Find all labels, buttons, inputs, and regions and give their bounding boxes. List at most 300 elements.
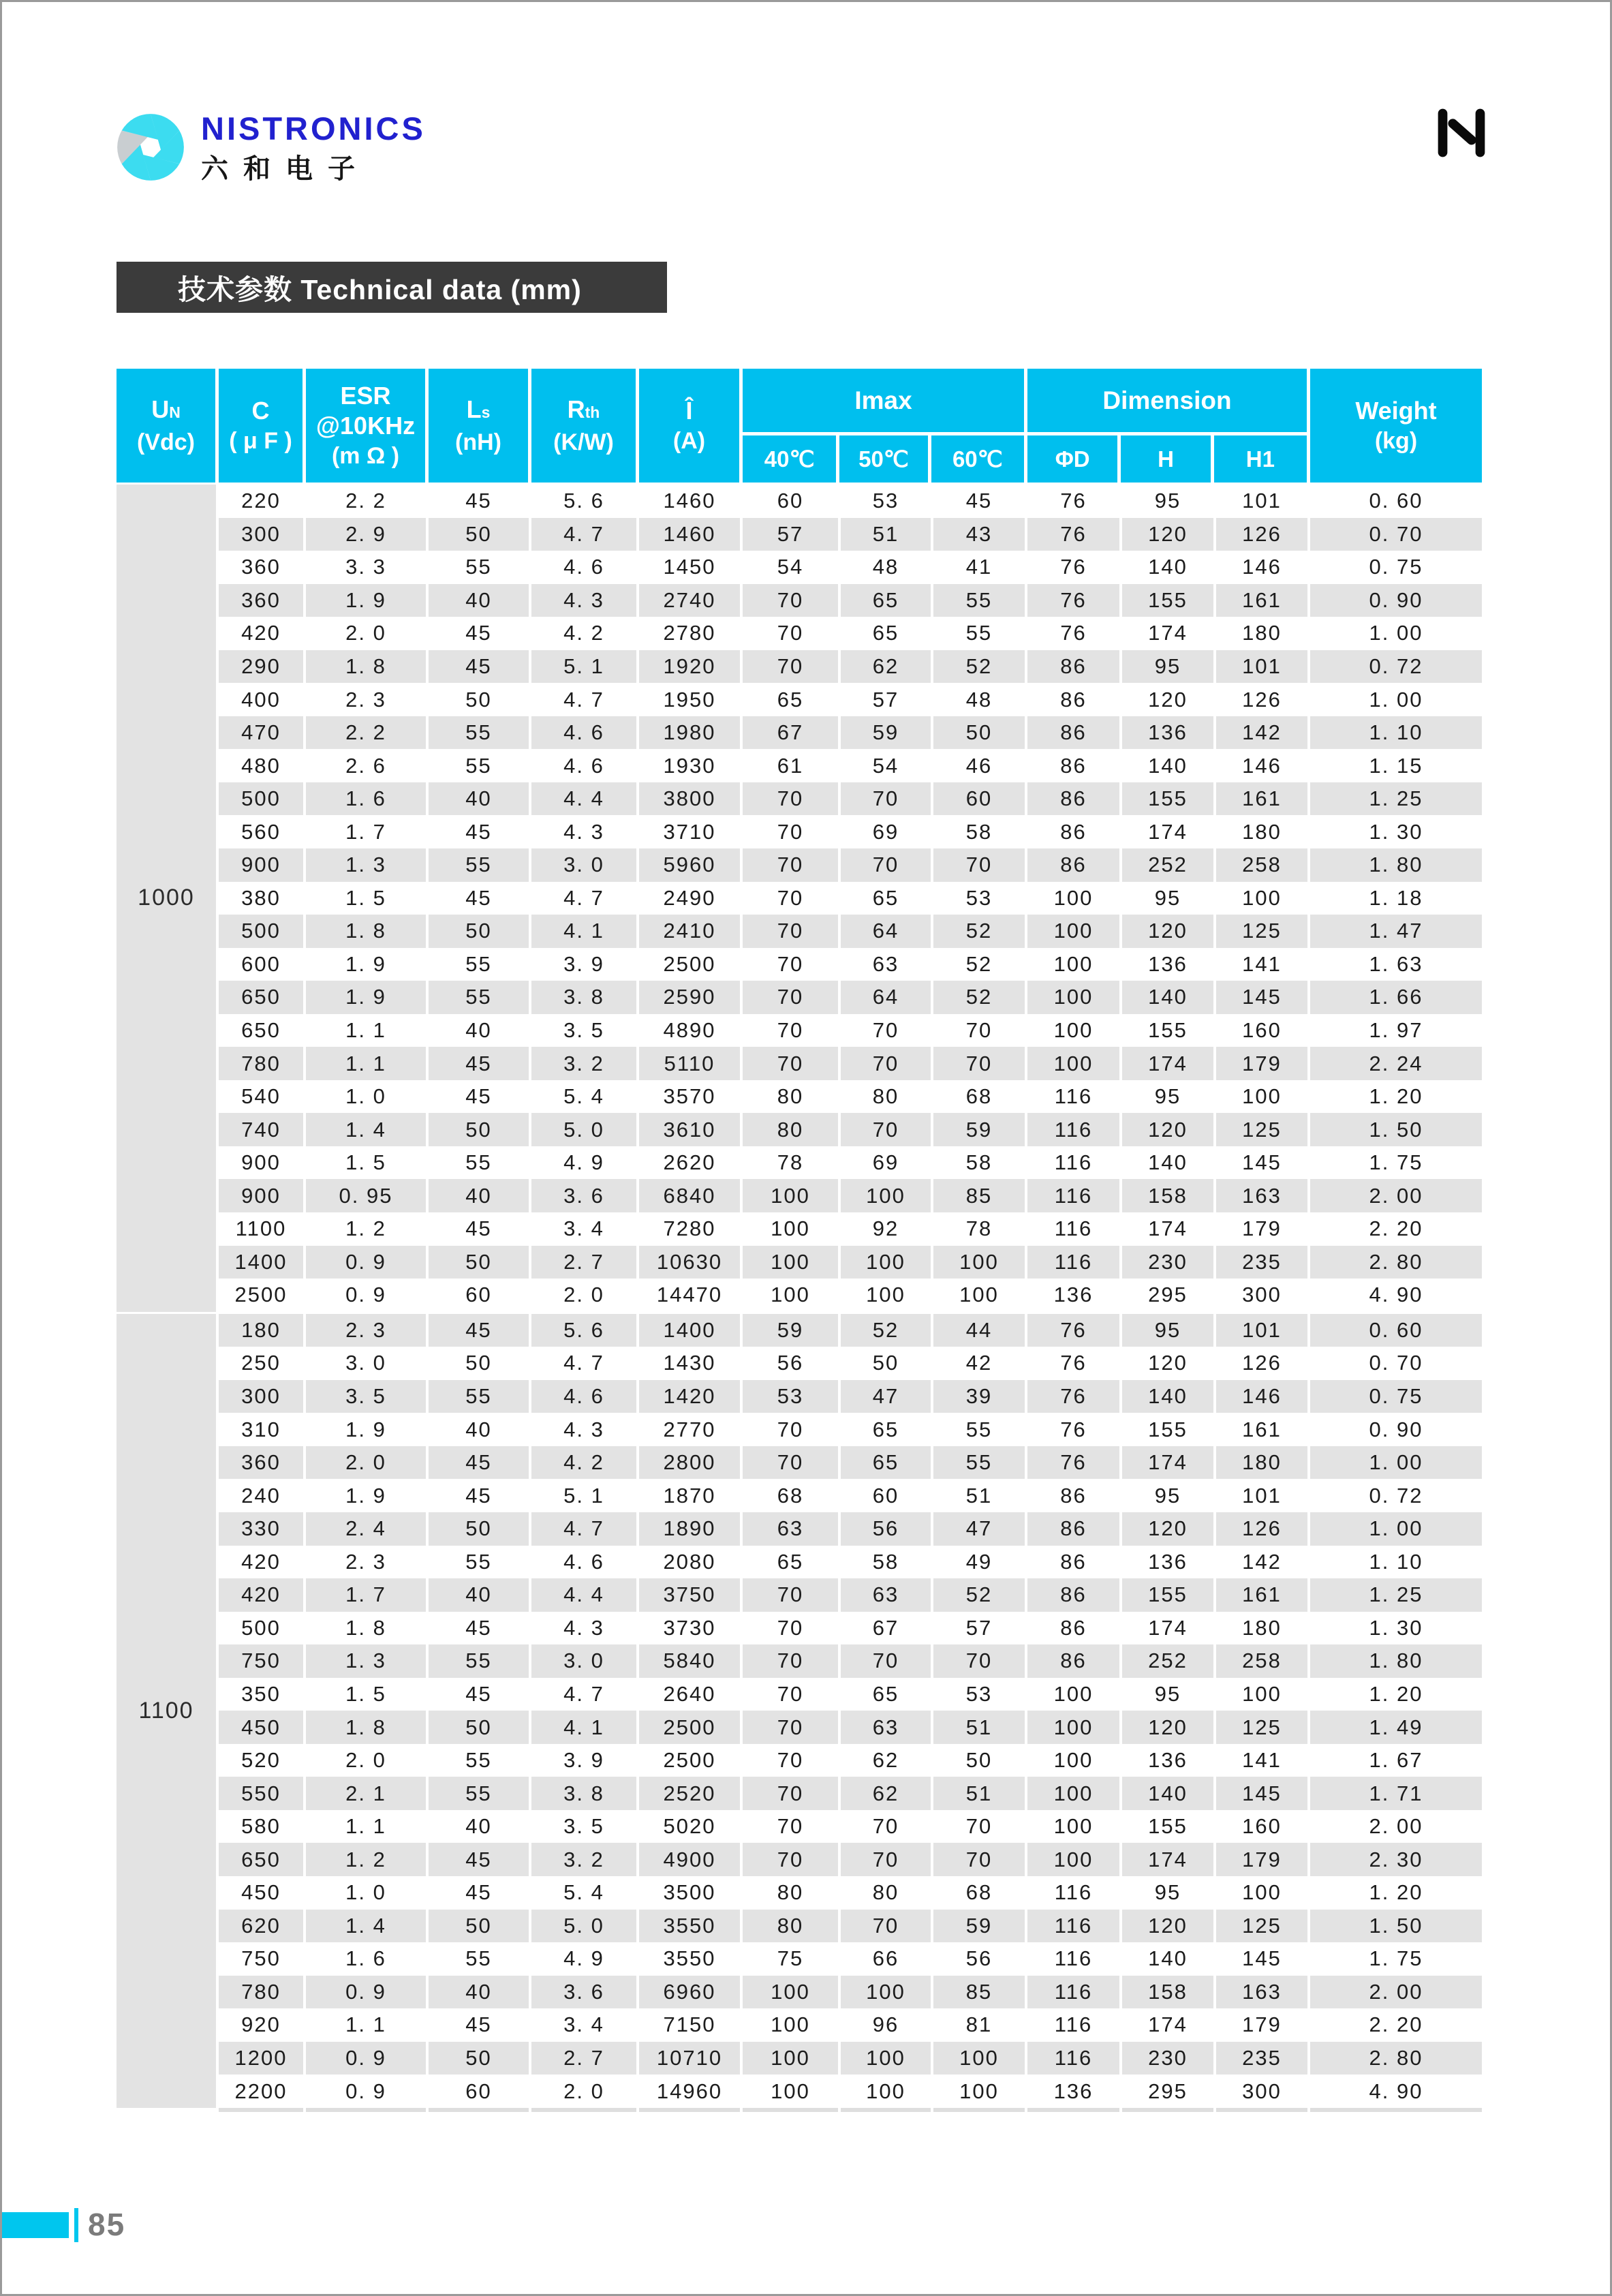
table-cell: 420: [219, 617, 306, 650]
table-cell: 101: [1216, 485, 1310, 518]
table-cell: 2. 30: [1310, 1843, 1482, 1876]
table-cell: 95: [1122, 1080, 1216, 1114]
table-cell: 1. 6: [306, 1942, 429, 1976]
table-cell: 95: [1122, 1314, 1216, 1347]
table-cell: 92: [841, 1212, 933, 1246]
table-bottom-strip-cell: [841, 2108, 933, 2112]
table-row: [219, 1942, 1482, 1976]
table-cell: 100: [933, 2042, 1027, 2075]
table-cell: 1. 30: [1369, 819, 1423, 844]
table-cell: 0. 9: [306, 2075, 429, 2108]
table-cell: 60: [429, 1279, 531, 1312]
table-cell: 70: [743, 981, 841, 1014]
table-cell: 3. 9: [531, 948, 639, 981]
table-cell: 2500: [639, 948, 743, 981]
table-cell: 3. 0: [531, 1644, 639, 1678]
table-cell: 100: [1027, 1014, 1122, 1047]
table-row: [219, 1146, 1482, 1180]
table-cell: 70: [743, 1777, 841, 1810]
table-cell: 1. 8: [306, 1711, 429, 1744]
table-cell: 174: [1122, 1612, 1216, 1645]
table-cell: 53: [933, 882, 1027, 915]
table-cell: 252: [1122, 1644, 1216, 1678]
table-cell: 1. 3: [306, 1644, 429, 1678]
table-row: [219, 1810, 1482, 1843]
table-cell: 3. 3: [306, 551, 429, 584]
table-cell: 7280: [639, 1212, 743, 1246]
table-cell: 140: [1122, 1146, 1216, 1180]
table-cell: 1. 7: [306, 1578, 429, 1612]
table-cell: 100: [743, 2008, 841, 2042]
table-cell: 50: [429, 915, 531, 948]
table-cell: 0. 75: [1369, 555, 1423, 579]
table-cell: 2. 1: [306, 1777, 429, 1810]
table-cell: 10630: [639, 1246, 743, 1279]
table-cell: 54: [841, 749, 933, 782]
table-cell: 160: [1216, 1014, 1310, 1047]
col-header-c: C ( μ F ): [219, 369, 306, 483]
table-cell: 1. 1: [306, 1810, 429, 1843]
table-cell: 380: [219, 882, 306, 915]
table-cell: 62: [841, 650, 933, 684]
table-cell: 40: [429, 584, 531, 617]
table-cell: 163: [1216, 1976, 1310, 2009]
table-cell: 86: [1027, 1612, 1122, 1645]
table-cell: 116: [1027, 1876, 1122, 1910]
table-cell: 146: [1216, 551, 1310, 584]
table-cell: 180: [1216, 617, 1310, 650]
table-cell: 126: [1216, 1347, 1310, 1380]
table-cell: 40: [429, 1810, 531, 1843]
table-cell: 1. 7: [306, 815, 429, 848]
table-cell: 6960: [639, 1976, 743, 2009]
table-cell: 1. 25: [1310, 1578, 1482, 1612]
technical-data-table: [117, 369, 1482, 2112]
table-cell: 70: [743, 1612, 841, 1645]
table-cell: 68: [933, 1080, 1027, 1114]
table-row: [219, 1347, 1482, 1380]
table-cell: 3. 0: [531, 848, 639, 882]
table-cell: 5020: [639, 1810, 743, 1843]
table-cell: 300: [1216, 1279, 1310, 1312]
table-cell: 86: [1027, 782, 1122, 816]
table-cell: 100: [743, 1976, 841, 2009]
table-cell: 1400: [639, 1314, 743, 1347]
table-cell: 180: [1216, 1446, 1310, 1480]
table-cell: 60: [933, 782, 1027, 816]
table-cell: 52: [933, 650, 1027, 684]
table-cell: 1. 0: [306, 1080, 429, 1114]
table-cell: 4. 6: [531, 1380, 639, 1413]
table-cell: 136: [1122, 1546, 1216, 1579]
table-row: [219, 551, 1482, 584]
table-cell: 1. 97: [1369, 1018, 1423, 1043]
table-cell: 76: [1027, 1314, 1122, 1347]
col-header-rth: Rth (K/W): [531, 369, 639, 483]
table-cell: 360: [219, 1446, 306, 1480]
table-cell: 2740: [639, 584, 743, 617]
brand-name-chinese: 六和电子: [201, 154, 370, 184]
table-cell: 86: [1027, 1644, 1122, 1678]
table-cell: 3. 9: [531, 1744, 639, 1777]
table-cell: 57: [743, 518, 841, 551]
table-cell: 100: [1027, 1843, 1122, 1876]
table-cell: 1. 5: [306, 1678, 429, 1711]
table-cell: 900: [219, 848, 306, 882]
table-cell: 330: [219, 1512, 306, 1546]
table-cell: 4. 7: [531, 1512, 639, 1546]
table-cell: 1890: [639, 1512, 743, 1546]
table-cell: 86: [1027, 1546, 1122, 1579]
table-cell: 2500: [639, 1744, 743, 1777]
table-cell: 70: [933, 1810, 1027, 1843]
aperture-icon: [115, 110, 186, 185]
table-cell: 64: [841, 915, 933, 948]
table-cell: 45: [429, 650, 531, 684]
table-cell: 740: [219, 1113, 306, 1146]
table-cell: 116: [1027, 2008, 1122, 2042]
table-cell: 45: [429, 1612, 531, 1645]
table-cell: 58: [933, 1146, 1027, 1180]
table-cell: 161: [1216, 1578, 1310, 1612]
table-body: [117, 485, 1482, 2112]
table-cell: 76: [1027, 584, 1122, 617]
table-cell: 75: [743, 1942, 841, 1976]
table-cell: 63: [841, 948, 933, 981]
table-cell: 155: [1122, 782, 1216, 816]
table-cell: 1. 67: [1369, 1748, 1423, 1773]
table-cell: 2. 0: [306, 1744, 429, 1777]
table-cell: 4. 90: [1369, 1283, 1423, 1307]
table-cell: 4. 2: [531, 1446, 639, 1480]
table-row: [219, 1876, 1482, 1910]
table-cell: 100: [1027, 981, 1122, 1014]
table-cell: 2. 80: [1310, 1246, 1482, 1279]
table-cell: 780: [219, 1976, 306, 2009]
table-cell: 174: [1122, 2008, 1216, 2042]
table-cell: 174: [1122, 1047, 1216, 1080]
table-cell: 60: [743, 485, 841, 518]
table-cell: 39: [933, 1380, 1027, 1413]
table-cell: 1. 30: [1369, 1615, 1423, 1640]
table-cell: 70: [743, 584, 841, 617]
table-cell: 140: [1122, 749, 1216, 782]
table-cell: 155: [1122, 584, 1216, 617]
table-cell: 1. 9: [306, 1479, 429, 1512]
table-cell: 14960: [639, 2075, 743, 2108]
table-cell: 95: [1122, 882, 1216, 915]
table-cell: 100: [743, 1212, 841, 1246]
table-row: [219, 1612, 1482, 1645]
table-cell: 125: [1216, 1113, 1310, 1146]
table-cell: 146: [1216, 1380, 1310, 1413]
table-cell: 179: [1216, 1843, 1310, 1876]
table-cell: 5960: [639, 848, 743, 882]
table-cell: 86: [1027, 848, 1122, 882]
table-cell: 4. 7: [531, 1678, 639, 1711]
table-cell: 580: [219, 1810, 306, 1843]
table-cell: 46: [933, 749, 1027, 782]
table-cell: 4. 3: [531, 584, 639, 617]
table-cell: 86: [1027, 650, 1122, 684]
table-cell: 470: [219, 716, 306, 750]
table-cell: 80: [841, 1080, 933, 1114]
table-row: [219, 1446, 1482, 1480]
table-cell: 45: [429, 1843, 531, 1876]
table-cell: 141: [1216, 1744, 1310, 1777]
table-cell: 70: [933, 1047, 1027, 1080]
table-cell: 48: [841, 551, 933, 584]
table-cell: 70: [841, 1644, 933, 1678]
footer-accent-bar: [2, 2212, 69, 2238]
table-row: [219, 1380, 1482, 1413]
col-header-i-peak: Î (A): [639, 369, 743, 483]
section-title-bar: [117, 262, 667, 313]
table-cell: 3. 6: [531, 1976, 639, 2009]
table-cell: 180: [219, 1314, 306, 1347]
table-cell: 1. 75: [1369, 1150, 1423, 1175]
table-cell: 1. 9: [306, 1413, 429, 1446]
table-cell: 45: [933, 485, 1027, 518]
col-header-esr: ESR @10KHz (m Ω ): [306, 369, 429, 483]
table-cell: 100: [1027, 1810, 1122, 1843]
table-cell: 76: [1027, 1446, 1122, 1480]
table-cell: 4. 9: [531, 1146, 639, 1180]
col-header-imax-50c: 50℃: [839, 435, 931, 483]
table-cell: 2640: [639, 1678, 743, 1711]
table-cell: 174: [1122, 815, 1216, 848]
table-cell: 4. 90: [1369, 2079, 1423, 2103]
table-cell: 250: [219, 1347, 306, 1380]
table-row: [219, 2042, 1482, 2075]
table-row: [219, 782, 1482, 816]
table-cell: 67: [743, 716, 841, 750]
table-bottom-strip-cell: [429, 2108, 531, 2112]
table-cell: 1. 9: [306, 584, 429, 617]
table-cell: 44: [933, 1314, 1027, 1347]
table-cell: 53: [743, 1380, 841, 1413]
table-cell: 55: [429, 1942, 531, 1976]
table-cell: 1. 47: [1310, 915, 1482, 948]
table-cell: 3. 8: [531, 981, 639, 1014]
table-cell: 45: [429, 1479, 531, 1512]
table-cell: 900: [219, 1179, 306, 1212]
table-cell: 295: [1122, 1279, 1216, 1312]
table-cell: 70: [743, 915, 841, 948]
page-number: 85: [88, 2207, 126, 2242]
table-cell: 310: [219, 1413, 306, 1446]
table-cell: 63: [841, 1578, 933, 1612]
table-cell: 2500: [639, 1711, 743, 1744]
col-header-imax-60c: 60℃: [952, 446, 1003, 472]
table-cell: 220: [219, 485, 306, 518]
table-cell: 59: [933, 1910, 1027, 1943]
table-row: [219, 1843, 1482, 1876]
table-cell: 52: [933, 981, 1027, 1014]
table-row: [219, 1314, 1482, 1347]
table-cell: 136: [1027, 2075, 1122, 2108]
table-cell: 100: [841, 1246, 933, 1279]
table-cell: 2. 3: [306, 1314, 429, 1347]
table-cell: 70: [743, 1843, 841, 1876]
table-cell: 50: [933, 716, 1027, 750]
table-row: [219, 1910, 1482, 1943]
table-cell: 126: [1216, 1512, 1310, 1546]
table-cell: 650: [219, 1014, 306, 1047]
voltage-group: [117, 485, 1482, 1312]
table-cell: 51: [933, 1711, 1027, 1744]
table-row: [219, 485, 1482, 518]
table-cell: 59: [933, 1113, 1027, 1146]
table-cell: 50: [429, 1512, 531, 1546]
table-cell: 50: [429, 1910, 531, 1943]
table-cell: 116: [1027, 1146, 1122, 1180]
table-cell: 50: [841, 1347, 933, 1380]
table-cell: 70: [841, 848, 933, 882]
table-cell: 45: [429, 1047, 531, 1080]
table-row: [219, 1578, 1482, 1612]
table-cell: 65: [841, 1413, 933, 1446]
table-cell: 51: [933, 1777, 1027, 1810]
table-cell: 140: [1122, 1942, 1216, 1976]
table-cell: 450: [219, 1711, 306, 1744]
table-cell: 55: [429, 1744, 531, 1777]
table-cell: 145: [1216, 1146, 1310, 1180]
table-cell: 10710: [639, 2042, 743, 2075]
table-cell: 80: [743, 1113, 841, 1146]
table-cell: 161: [1216, 584, 1310, 617]
table-cell: 650: [219, 981, 306, 1014]
table-cell: 1. 18: [1369, 885, 1423, 910]
table-row: [219, 1179, 1482, 1212]
table-cell: 1. 63: [1369, 951, 1423, 976]
table-cell: 80: [743, 1080, 841, 1114]
table-cell: 161: [1216, 782, 1310, 816]
table-cell: 920: [219, 2008, 306, 2042]
table-row: [219, 1014, 1482, 1047]
table-cell: 1. 4: [306, 1910, 429, 1943]
table-cell: 55: [429, 948, 531, 981]
table-cell: 750: [219, 1942, 306, 1976]
table-cell: 142: [1216, 1546, 1310, 1579]
table-cell: 0. 60: [1310, 1314, 1482, 1347]
table-cell: 55: [429, 1644, 531, 1678]
table-cell: 142: [1216, 716, 1310, 750]
table-cell: 70: [743, 848, 841, 882]
table-cell: 3500: [639, 1876, 743, 1910]
table-cell: 5840: [639, 1644, 743, 1678]
table-cell: 125: [1216, 1910, 1310, 1943]
table-row: [219, 815, 1482, 848]
table-cell: 50: [429, 1347, 531, 1380]
table-cell: 3. 5: [531, 1014, 639, 1047]
table-cell: 116: [1027, 1080, 1122, 1114]
table-cell: 1930: [639, 749, 743, 782]
table-row: [219, 1413, 1482, 1446]
table-cell: 65: [841, 617, 933, 650]
table-cell: 54: [743, 551, 841, 584]
table-cell: 1. 20: [1369, 1681, 1423, 1706]
table-cell: 70: [743, 1744, 841, 1777]
table-cell: 55: [429, 981, 531, 1014]
table-cell: 70: [743, 1644, 841, 1678]
table-cell: 70: [933, 1644, 1027, 1678]
table-cell: 750: [219, 1644, 306, 1678]
table-cell: 70: [841, 1047, 933, 1080]
table-cell: 3. 4: [531, 2008, 639, 2042]
table-cell: 3. 5: [531, 1810, 639, 1843]
table-cell: 252: [1122, 848, 1216, 882]
table-cell: 290: [219, 650, 306, 684]
table-cell: 116: [1027, 1212, 1122, 1246]
table-cell: 62: [841, 1744, 933, 1777]
table-cell: 5. 4: [531, 1080, 639, 1114]
table-cell: 1. 20: [1369, 1084, 1423, 1109]
table-cell: 4. 6: [531, 551, 639, 584]
table-cell: 174: [1122, 1212, 1216, 1246]
table-cell: 45: [429, 882, 531, 915]
table-cell: 4. 7: [531, 683, 639, 716]
table-bottom-strip-cell: [531, 2108, 639, 2112]
table-cell: 100: [1027, 948, 1122, 981]
table-cell: 1420: [639, 1380, 743, 1413]
table-cell: 4. 4: [531, 782, 639, 816]
table-cell: 85: [933, 1179, 1027, 1212]
col-group-dimension: Dimension ΦD H H1: [1027, 369, 1310, 483]
table-cell: 63: [841, 1711, 933, 1744]
table-cell: 235: [1216, 1246, 1310, 1279]
table-cell: 40: [429, 1413, 531, 1446]
table-cell: 360: [219, 584, 306, 617]
table-cell: 0. 90: [1369, 1417, 1423, 1441]
table-cell: 55: [429, 551, 531, 584]
table-cell: 4. 1: [531, 915, 639, 948]
table-cell: 55: [429, 1546, 531, 1579]
table-cell: 78: [743, 1146, 841, 1180]
table-cell: 2780: [639, 617, 743, 650]
table-cell: 5. 6: [531, 485, 639, 518]
table-cell: 1. 9: [306, 981, 429, 1014]
table-cell: 2. 2: [306, 716, 429, 750]
table-cell: 1. 6: [306, 782, 429, 816]
table-cell: 120: [1122, 1512, 1216, 1546]
col-header-imax-40c: 40℃: [743, 435, 839, 483]
table-cell: 4. 6: [531, 716, 639, 750]
table-cell: 146: [1216, 749, 1310, 782]
table-cell: 120: [1122, 915, 1216, 948]
table-cell: 0. 70: [1369, 1351, 1423, 1375]
table-cell: 70: [743, 882, 841, 915]
table-cell: 230: [1122, 1246, 1216, 1279]
table-cell: 69: [841, 815, 933, 848]
table-cell: 174: [1122, 1446, 1216, 1480]
table-cell: 1980: [639, 716, 743, 750]
table-cell: 66: [841, 1942, 933, 1976]
table-cell: 180: [1216, 1612, 1310, 1645]
table-cell: 2. 3: [306, 683, 429, 716]
table-cell: 4. 3: [531, 1612, 639, 1645]
col-header-ls: Ls (nH): [429, 369, 531, 483]
table-cell: 51: [841, 518, 933, 551]
table-cell: 55: [429, 749, 531, 782]
table-cell: 100: [933, 2075, 1027, 2108]
table-cell: 1400: [219, 1246, 306, 1279]
col-header-un: UN (Vdc): [117, 369, 219, 483]
table-cell: 14470: [639, 1279, 743, 1312]
table-row: [219, 1744, 1482, 1777]
table-row: [219, 1080, 1482, 1114]
table-cell: 76: [1027, 1347, 1122, 1380]
